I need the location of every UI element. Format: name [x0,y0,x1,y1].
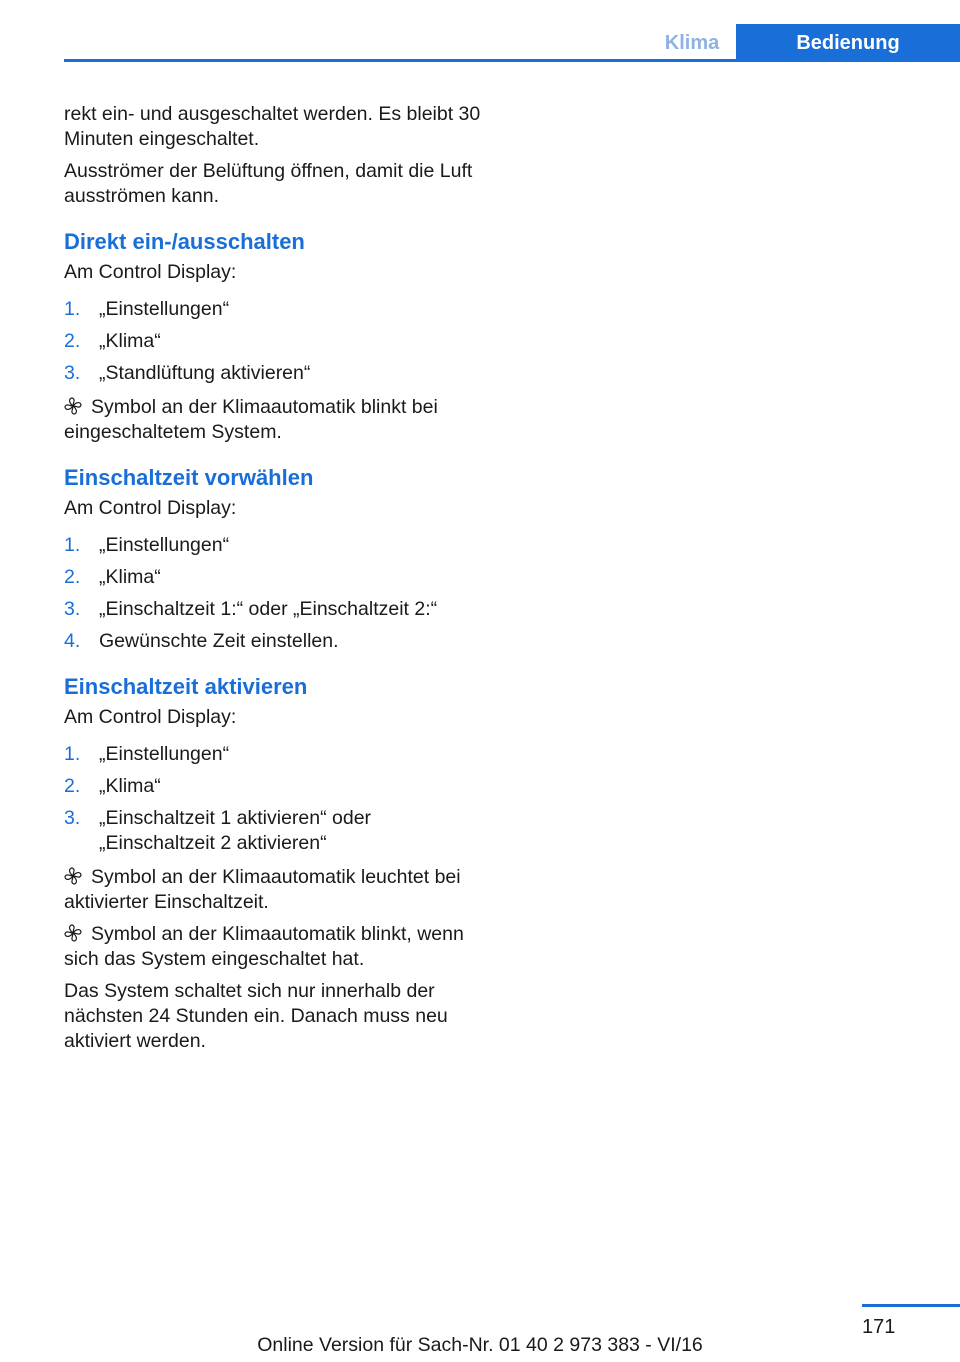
tab-bedienung[interactable]: Bedienung [736,24,960,62]
section1-note [64,395,484,445]
step-number: 2. [64,566,81,588]
step-number: 2. [64,775,81,797]
list-item [64,565,484,590]
fan-icon [64,397,82,415]
step-text: „Klima“ [99,566,161,588]
section3-note-2-text: Symbol an der Klimaautomatik blinkt, wenn sich das System eingeschaltet hat. [64,923,464,970]
heading-einschaltzeit-vorwaehlen: Einschaltzeit vorwählen [64,465,314,490]
main-content [64,102,484,1061]
step-number: 4. [64,630,81,652]
intro-paragraph-2: Ausströmer der Belüftung öffnen, damit die Luft ausströmen kann. [64,160,473,207]
step-number: 1. [64,743,81,765]
footer-version-text: Online Version für Sach-Nr. 01 40 2 973 383 - VI/16 [257,1334,703,1356]
list-item [64,806,484,856]
section3-note-1 [64,865,484,915]
list-item [64,597,484,622]
section1-note-text: Symbol an der Klimaautomatik blinkt bei eingeschaltetem System. [64,396,438,443]
page-number: 171 [862,1316,896,1338]
list-item [64,329,484,354]
page-header [64,24,960,62]
section1-lead: Am Control Display: [64,261,237,283]
list-item [64,742,484,767]
section3-note-1-text: Symbol an der Klimaautomatik leuchtet bei aktivierter Einschaltzeit. [64,866,461,913]
list-item [64,297,484,322]
step-number: 1. [64,298,81,320]
list-item [64,533,484,558]
section1-steps [64,297,484,386]
footer-rule [862,1304,960,1307]
fan-icon [64,924,82,942]
step-text: „Klima“ [99,330,161,352]
step-text: „Einstellungen“ [99,298,230,320]
list-item [64,774,484,799]
step-text: „Einstellungen“ [99,743,230,765]
section3-steps [64,742,484,856]
section3-lead: Am Control Display: [64,706,237,728]
heading-einschaltzeit-aktivieren: Einschaltzeit aktivieren [64,674,308,699]
tab-klima[interactable]: Klima [664,32,720,54]
step-text: Gewünschte Zeit einstellen. [99,630,339,652]
step-text: „Einstellungen“ [99,534,230,556]
section3-closing: Das System schaltet sich nur innerhalb der nächsten 24 Stunden ein. Danach muss neu aktiviert werden. [64,980,448,1052]
step-number: 2. [64,330,81,352]
step-number: 3. [64,362,81,384]
heading-direkt-ein-ausschalten: Direkt ein-/ausschalten [64,229,305,254]
intro-paragraph-1: rekt ein- und ausgeschaltet werden. Es bleibt 30 Minuten eingeschaltet. [64,103,481,150]
section3-note-2 [64,922,484,972]
header-rule [64,59,960,62]
list-item [64,629,484,654]
step-text: „Klima“ [99,775,161,797]
section2-steps [64,533,484,654]
fan-icon [64,867,82,885]
step-number: 3. [64,807,81,829]
section2-lead: Am Control Display: [64,497,237,519]
step-text: „Einschaltzeit 1:“ oder „Einschaltzeit 2:“ [99,598,438,620]
list-item [64,361,484,386]
step-number: 3. [64,598,81,620]
step-text: „Standlüftung aktivieren“ [99,362,311,384]
step-text: „Einschaltzeit 1 aktivieren“ oder „Einschaltzeit 2 aktivieren“ [99,807,372,854]
step-number: 1. [64,534,81,556]
